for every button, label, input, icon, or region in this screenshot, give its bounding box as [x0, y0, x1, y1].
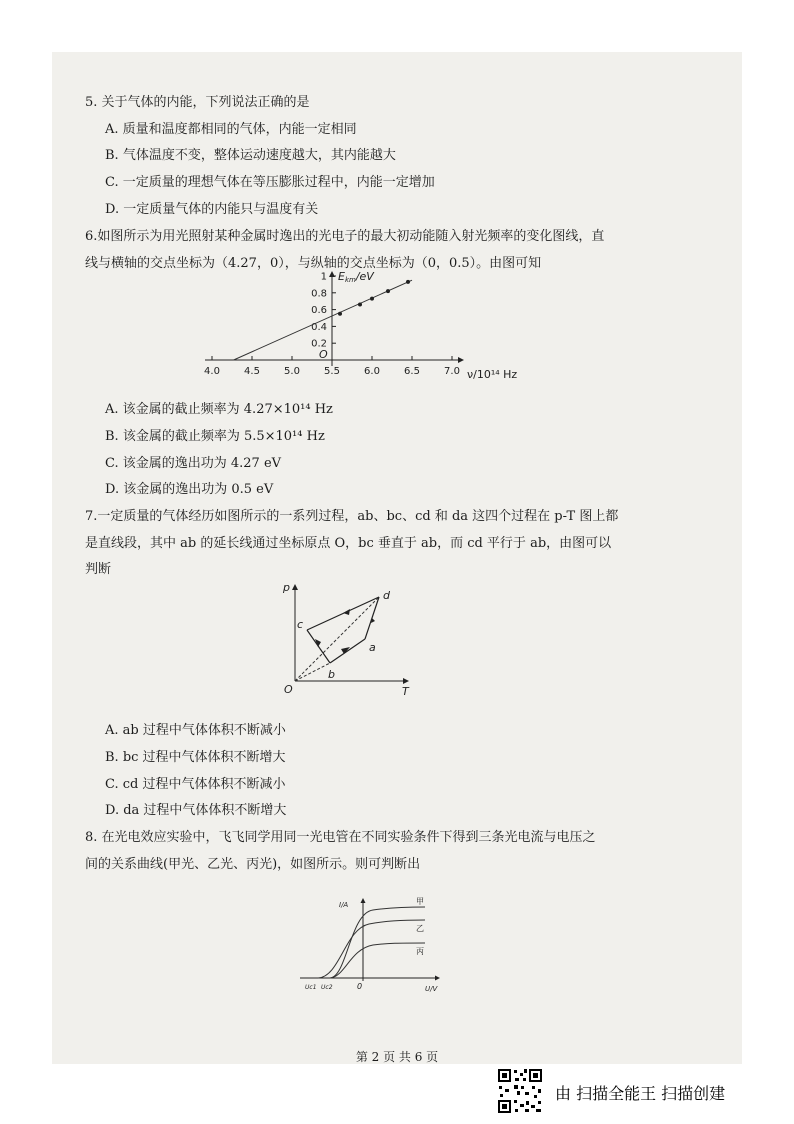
- q5-option-d: D. 一定质量气体的内能只与温度有关: [105, 202, 319, 217]
- q6-option-c: C. 该金属的逸出功为 4.27 eV: [105, 456, 282, 471]
- fig7-ab: [330, 639, 365, 663]
- fig6-data-point: [358, 303, 362, 307]
- page-number: 第 2 页 共 6 页: [355, 1050, 439, 1064]
- q6-stem-line1: 6.如图所示为用光照射某种金属时逸出的光电子的最大初动能随入射光频率的变化图线，直: [85, 229, 605, 244]
- q5-stem: 5. 关于气体的内能，下列说法正确的是: [85, 95, 310, 110]
- q6-stem-line2: 线与横轴的交点坐标为（4.27，0），与纵轴的交点坐标为（0，0.5）。由图可知: [85, 256, 542, 271]
- scanner-watermark: 由 扫描全能王 扫描创建: [555, 1084, 726, 1103]
- fig6-y-tick-label: 0.8: [311, 288, 327, 300]
- fig6-y-tick-label: 0.4: [311, 321, 327, 333]
- q6-ek-frequency-graph: [195, 262, 535, 388]
- q5-option-b: B. 气体温度不变，整体运动速度越大，其内能越大: [105, 148, 396, 163]
- fig7-a-label: a: [369, 641, 376, 654]
- fig7-p-label: p: [283, 581, 290, 594]
- fig6-x-label: ν/10¹⁴ Hz: [467, 368, 518, 381]
- fig7-b-label: b: [328, 668, 335, 681]
- fig8-i-label: I/A: [339, 901, 349, 909]
- fig8-curve-bing: [330, 943, 425, 978]
- fig7-cd: [307, 597, 379, 630]
- q7-stem-line2: 是直线段，其中 ab 的延长线通过坐标原点 O，bc 垂直于 ab，而 cd 平行于 ab，由图可以: [85, 536, 612, 551]
- fig6-x-tick-label: 6.0: [364, 366, 380, 377]
- fig6-x-tick-label: 5.0: [284, 366, 300, 377]
- fig7-dashed-to-b: [295, 663, 330, 681]
- fig8-jia-label: 甲: [416, 897, 424, 906]
- q6-option-d: D. 该金属的逸出功为 0.5 eV: [105, 482, 274, 497]
- fig8-uc2-label: Uc2: [321, 984, 333, 991]
- q8-stem-line1: 8. 在光电效应实验中，飞飞同学用同一光电管在不同实验条件下得到三条光电流与电压之: [85, 830, 596, 845]
- fig7-c-label: c: [297, 618, 304, 631]
- fig6-x-tick-label: 5.5: [324, 366, 340, 377]
- fig6-x-tick-label: 4.0: [204, 366, 220, 377]
- fig6-data-point: [338, 312, 342, 316]
- fig6-x-tick-label: 4.5: [244, 366, 260, 377]
- q6-option-b: B. 该金属的截止频率为 5.5×10¹⁴ Hz: [105, 429, 325, 444]
- fig6-x-tick-label: 6.5: [404, 366, 420, 377]
- q7-option-a: A. ab 过程中气体体积不断减小: [105, 723, 286, 738]
- fig7-dashed-to-d: [295, 597, 379, 681]
- q8-stem-line2: 间的关系曲线(甲光、乙光、丙光)，如图所示。则可判断出: [85, 857, 421, 872]
- fig6-data-point: [386, 289, 390, 293]
- q6-option-a: A. 该金属的截止频率为 4.27×10¹⁴ Hz: [105, 402, 333, 417]
- q8-current-voltage-graph: [295, 893, 445, 998]
- q5-option-c: C. 一定质量的理想气体在等压膨胀过程中，内能一定增加: [105, 175, 435, 190]
- fig8-curve-yi: [318, 920, 425, 978]
- fig8-bing-label: 丙: [416, 947, 424, 956]
- fig7-d-label: d: [383, 589, 390, 602]
- q7-p-t-diagram: [280, 575, 420, 697]
- qr-code-icon: [496, 1067, 544, 1115]
- fig8-uc1-label: Uc1: [305, 984, 317, 991]
- q7-stem-line3: 判断: [85, 562, 112, 577]
- q5-option-a: A. 质量和温度都相同的气体，内能一定相同: [105, 122, 357, 137]
- fig6-y-tick-label: 1: [320, 271, 327, 283]
- q7-option-b: B. bc 过程中气体体积不断增大: [105, 750, 286, 765]
- fig8-yi-label: 乙: [416, 924, 424, 933]
- fig6-y-label: Ekm/eV: [338, 270, 374, 284]
- fig8-o-label: 0: [357, 982, 363, 991]
- fig7-t-label: T: [402, 685, 409, 697]
- fig6-data-point: [370, 297, 374, 301]
- q7-option-d: D. da 过程中气体体积不断增大: [105, 803, 287, 818]
- q7-stem-line1: 7.一定质量的气体经历如图所示的一系列过程，ab、bc、cd 和 da 这四个过程在 p-T 图上都: [85, 509, 619, 524]
- q7-option-c: C. cd 过程中气体体积不断减小: [105, 777, 286, 792]
- fig7-arrow-cd: [343, 609, 350, 615]
- fig6-y-tick-label: 0.6: [311, 305, 327, 317]
- fig6-x-tick-label: 7.0: [444, 366, 460, 377]
- fig6-origin-label: O: [319, 348, 328, 361]
- fig6-data-point: [406, 280, 410, 284]
- fig6-y-tick-label: 0.2: [311, 338, 327, 350]
- fig7-o-label: O: [284, 683, 293, 696]
- fig8-u-label: U/V: [425, 985, 438, 993]
